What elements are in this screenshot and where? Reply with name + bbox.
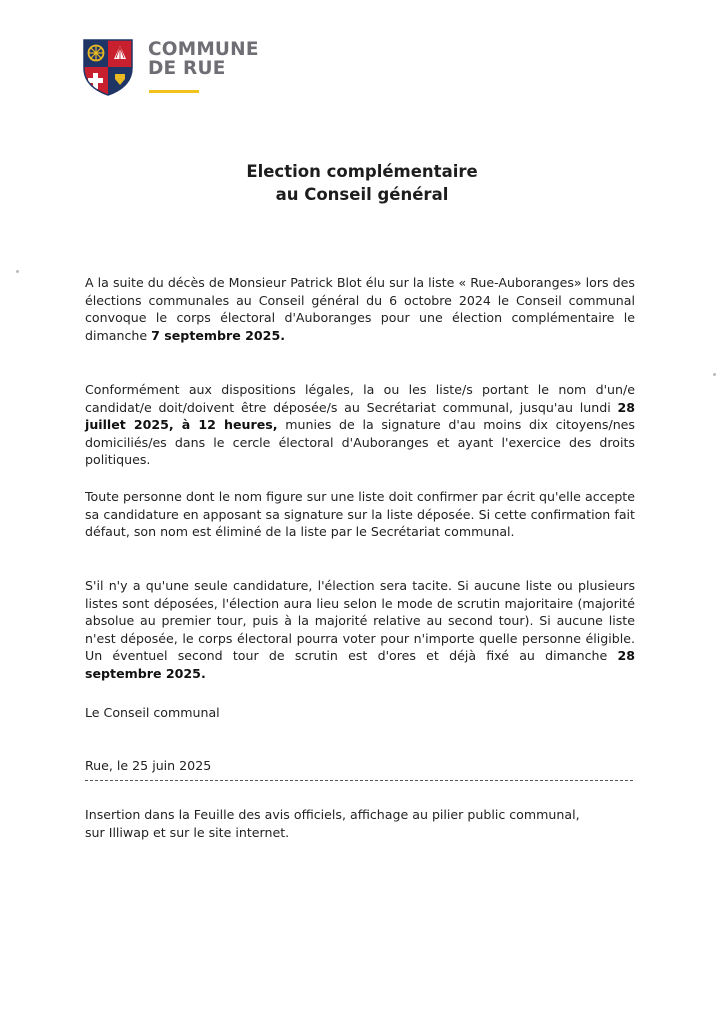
deposit-deadline: 28 juillet 2025, à 12 heures,	[85, 399, 635, 432]
title-line2: au Conseil général	[275, 185, 449, 204]
p1-text: A la suite du décès de Monsieur Patrick Blot élu sur la liste « Rue-Auboranges» lors des élections communales au Conseil général du 6 octobre 2024 le Conseil communal convoque le corps électoral d'Auboranges pour une élection complémentaire le dimanche	[85, 275, 635, 343]
paragraph-procedure	[85, 577, 635, 682]
dashed-separator	[85, 780, 633, 781]
paragraph-confirmation	[85, 488, 635, 541]
election-date: 7 septembre 2025.	[151, 327, 285, 343]
coat-of-arms-icon	[82, 38, 134, 96]
p3-text: Toute personne dont le nom figure sur une liste doit confirmer par écrit qu'elle accepte sa candidature en apposant sa signature sur la liste déposée. Si cette confirmation fait défaut, son nom est éliminé de la liste par le Secrétariat communal.	[85, 489, 635, 539]
p4-text: S'il n'y a qu'une seule candidature, l'élection sera tacite. Si aucune liste ou plusieurs listes sont déposées, l'élection aura lieu selon le mode de scrutin majoritaire (majorité absolue au premier tour, puis à la majorité relative au second tour). Si aucune liste n'est déposée, le corps électoral pourra voter pour n'importe quelle personne éligible. Un éventuel second tour de scrutin est d'ores et déjà fixé au dimanche	[85, 578, 635, 663]
brand-name-line2: DE RUE	[148, 58, 226, 79]
paragraph-announcement	[85, 274, 635, 344]
title-line1: Election complémentaire	[246, 162, 478, 181]
p2-text-b: munies de la signature d'au moins dix citoyens/nes domiciliés/es dans le cercle électoral d'Auboranges et ayant l'exercice des droits politiques.	[85, 417, 635, 467]
p2-text-a: Conformément aux dispositions légales, la ou les liste/s portant le nom d'un/e candidat/e doit/doivent être déposée/s au Secrétariat communal, jusqu'au lundi	[85, 382, 635, 415]
insertion-note: Insertion dans la Feuille des avis officiels, affichage au pilier public communal, sur Illiwap et sur le site internet.	[85, 807, 580, 840]
second-round-date: 28 septembre 2025.	[85, 648, 635, 681]
scan-mark	[713, 373, 716, 376]
paragraph-lists-deposit	[85, 381, 635, 469]
document-title	[0, 160, 724, 206]
scan-mark	[16, 270, 19, 273]
commune-logo	[82, 38, 282, 98]
signature: Le Conseil communal	[85, 705, 220, 720]
place-date: Rue, le 25 juin 2025	[85, 758, 212, 773]
brand-accent-bar	[149, 90, 199, 93]
brand-name-line1: COMMUNE	[148, 39, 259, 60]
